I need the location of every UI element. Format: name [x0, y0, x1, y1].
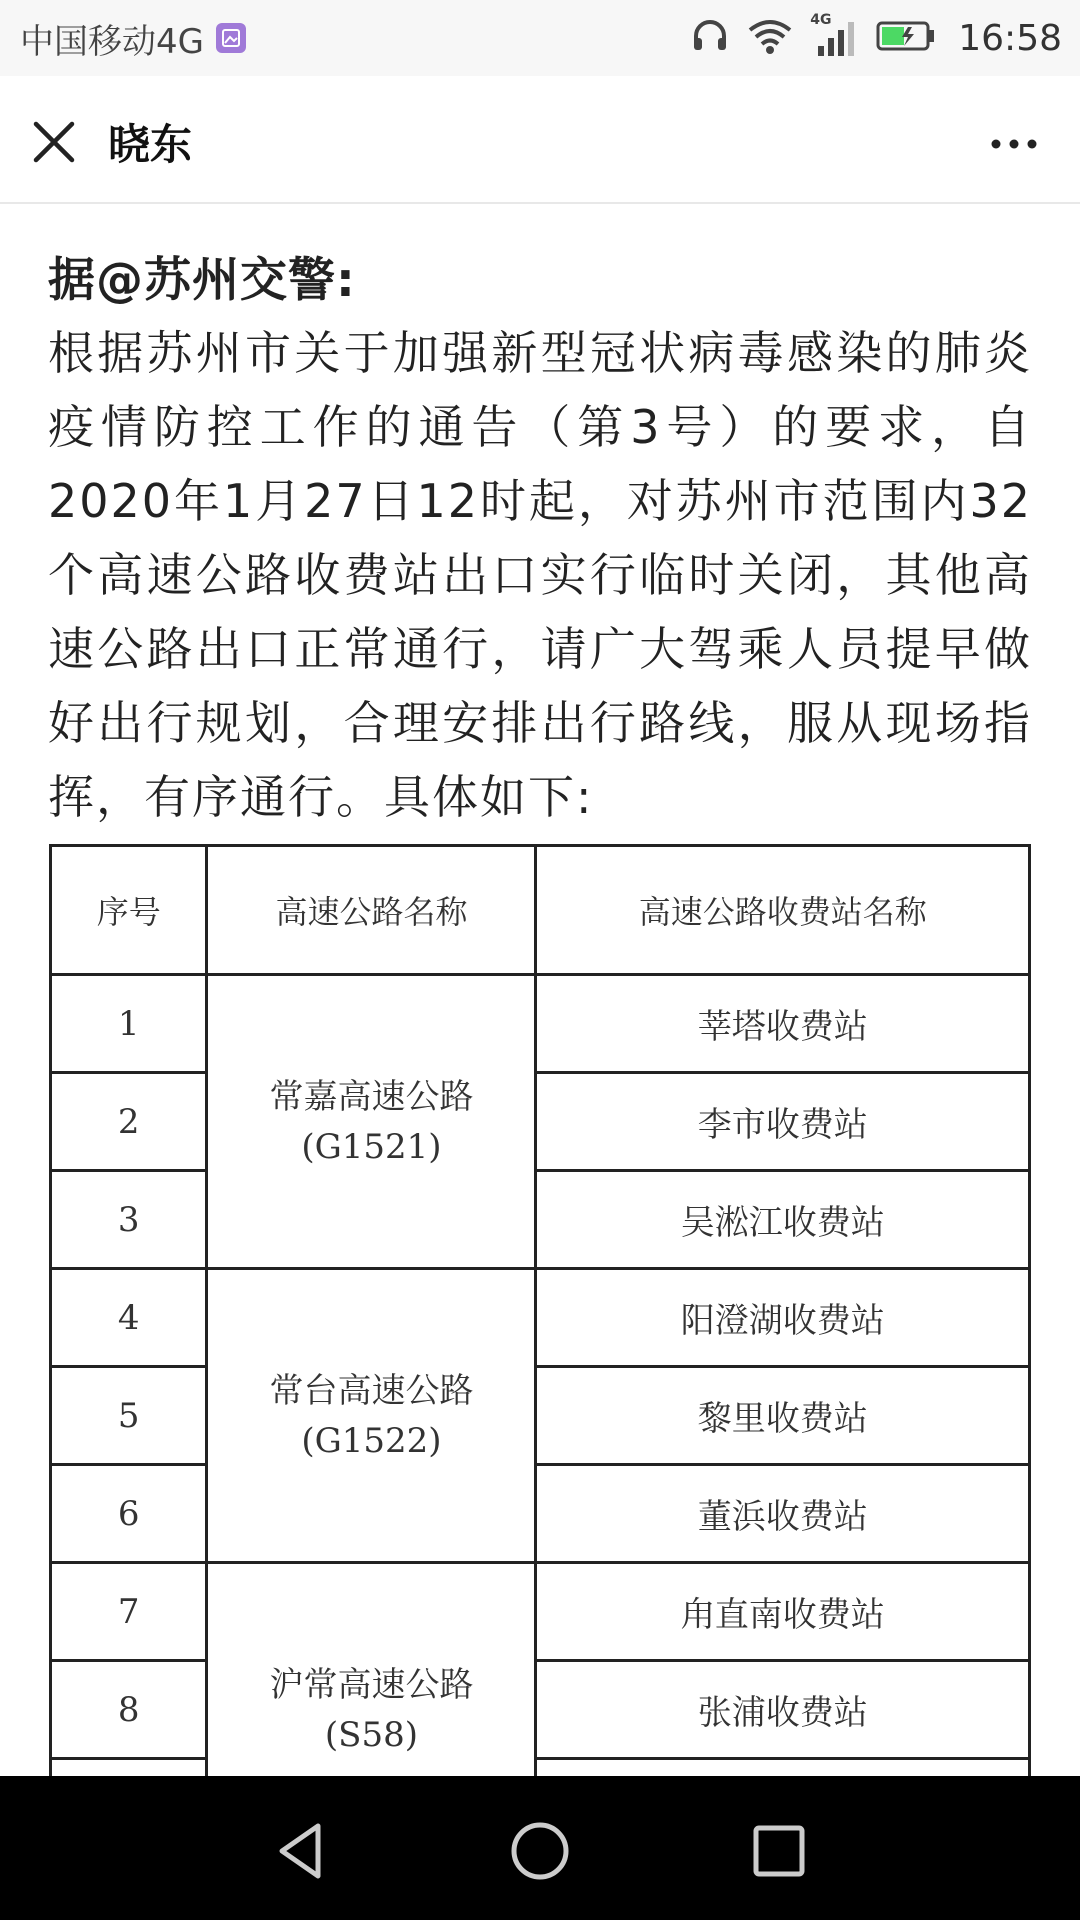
system-navigation-bar — [0, 1776, 1080, 1920]
station-name: 董浜收费站 — [536, 1465, 1030, 1563]
close-button[interactable] — [24, 112, 84, 172]
road-code: (S58) — [324, 1714, 419, 1755]
back-button[interactable] — [266, 1816, 336, 1886]
table-row — [51, 1367, 1030, 1465]
page-title: 晓东 — [108, 120, 193, 169]
network-type-label: 4G — [810, 12, 832, 28]
table-row — [51, 1661, 1030, 1759]
status-icons — [690, 0, 1062, 76]
road-code: (G1521) — [301, 1126, 442, 1167]
close-icon — [24, 112, 84, 172]
station-name: 阳澄湖收费站 — [536, 1269, 1030, 1367]
header-road-name: 高速公路名称 — [207, 846, 536, 975]
road-name-cell — [207, 1269, 536, 1563]
road-name-cell — [207, 975, 536, 1269]
back-triangle-icon — [266, 1816, 336, 1886]
recent-apps-button[interactable] — [744, 1816, 814, 1886]
gallery-notification-icon — [216, 23, 246, 53]
table-header-row — [51, 846, 1030, 975]
station-name: 黎里收费站 — [536, 1367, 1030, 1465]
article-content — [48, 246, 1032, 834]
more-options-button[interactable] — [984, 124, 1044, 164]
battery-icon — [876, 19, 936, 57]
home-button[interactable] — [505, 1816, 575, 1886]
row-number: 7 — [51, 1563, 207, 1661]
table-row — [51, 1073, 1030, 1171]
table-row — [51, 1171, 1030, 1269]
station-name: 吴淞江收费站 — [536, 1171, 1030, 1269]
station-table — [49, 844, 1031, 1776]
article-heading: 据@苏州交警: — [48, 253, 356, 308]
row-number: 5 — [51, 1367, 207, 1465]
home-circle-icon — [505, 1816, 575, 1886]
header-station-name: 高速公路收费站名称 — [536, 846, 1030, 975]
row-number-cut — [51, 1759, 207, 1777]
road-name: 常嘉高速公路 — [269, 1076, 474, 1117]
station-name: 李市收费站 — [536, 1073, 1030, 1171]
station-table-image — [49, 844, 1032, 1776]
row-number: 1 — [51, 975, 207, 1073]
row-number: 2 — [51, 1073, 207, 1171]
table-row — [51, 975, 1030, 1073]
table-row — [51, 1269, 1030, 1367]
road-name: 常台高速公路 — [269, 1370, 474, 1411]
status-bar — [0, 0, 1080, 76]
station-name: 甪直南收费站 — [536, 1563, 1030, 1661]
header-number: 序号 — [51, 846, 207, 975]
signal-icon — [810, 12, 860, 58]
station-name-cut — [536, 1759, 1030, 1777]
status-time: 16:58 — [958, 17, 1062, 59]
article-body: 根据苏州市关于加强新型冠状病毒感染的肺炎疫情防控工作的通告（第3号）的要求，自2020年1月27日12时起，对苏州市范围内32个高速公路收费站出口实行临时关闭，其他高速公路出口正常通行，请广大驾乘人员提早做好出行规划，合理安排出行路线，服从现场指挥，有序通行。具体如下: — [48, 326, 1032, 824]
row-number: 4 — [51, 1269, 207, 1367]
road-name: 沪常高速公路 — [269, 1664, 474, 1705]
road-code: (G1522) — [301, 1420, 442, 1461]
station-name: 莘塔收费站 — [536, 975, 1030, 1073]
more-dots-icon — [984, 124, 1044, 164]
row-number: 8 — [51, 1661, 207, 1759]
wifi-icon — [746, 16, 794, 60]
carrier-label: 中国移动4G — [20, 21, 204, 62]
station-name: 张浦收费站 — [536, 1661, 1030, 1759]
table-row — [51, 1465, 1030, 1563]
row-number: 3 — [51, 1171, 207, 1269]
table-row-partial — [51, 1759, 1030, 1777]
chat-header — [0, 76, 1080, 204]
row-number: 6 — [51, 1465, 207, 1563]
headphones-icon — [690, 16, 730, 60]
table-row — [51, 1563, 1030, 1661]
road-name-cell — [207, 1563, 536, 1777]
recent-square-icon — [744, 1816, 814, 1886]
